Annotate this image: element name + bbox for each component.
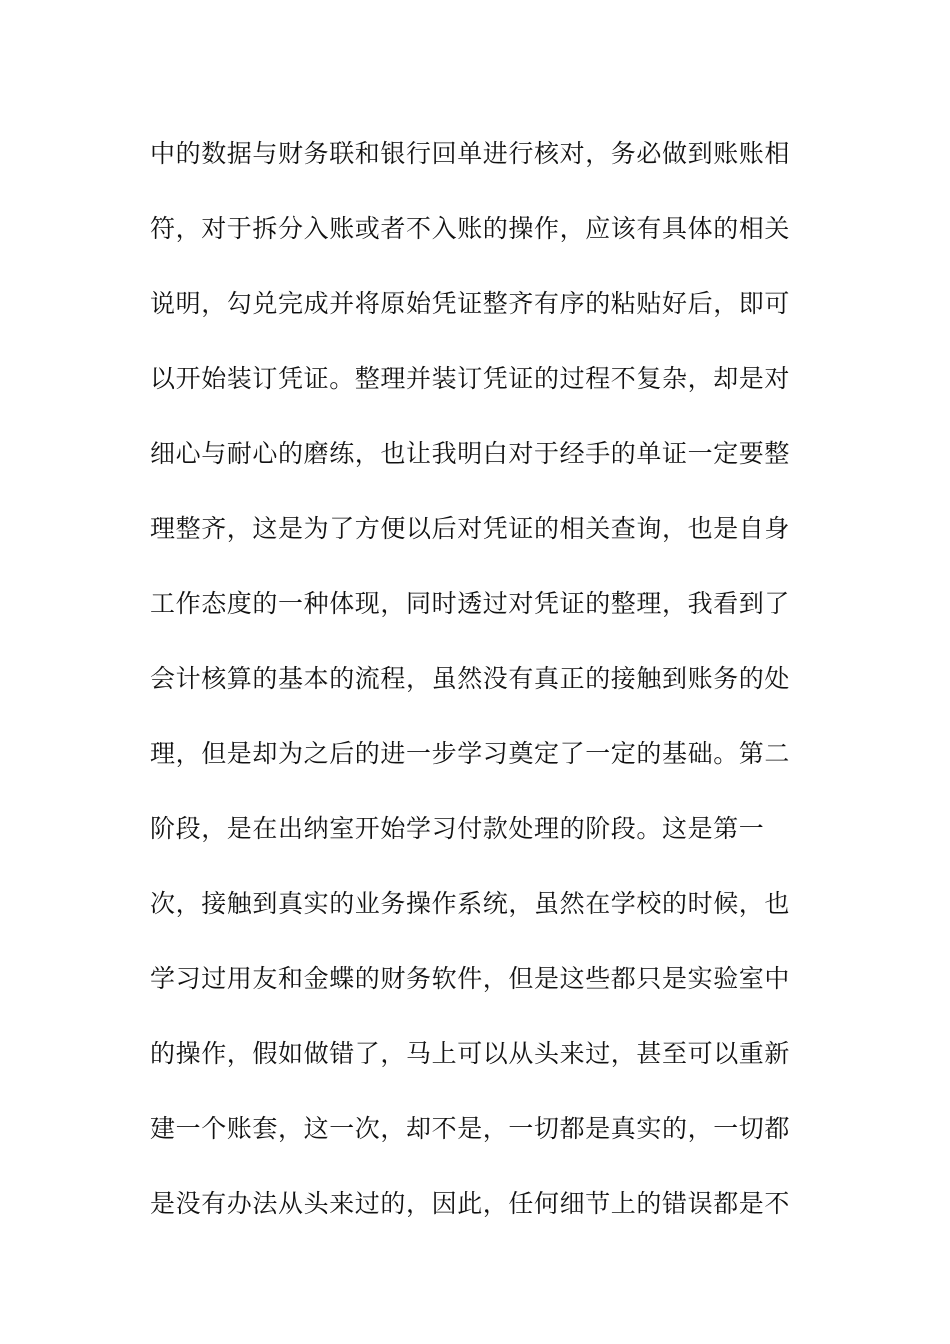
text-line: 符，对于拆分入账或者不入账的操作，应该有具体的相关	[150, 214, 791, 243]
text-line: 次，接触到真实的业务操作系统，虽然在学校的时候，也	[150, 889, 791, 918]
text-line: 是没有办法从头来过的，因此，任何细节上的错误都是不	[150, 1189, 791, 1218]
text-line: 以开始装订凭证。整理并装订凭证的过程不复杂，却是对	[150, 364, 791, 393]
text-line: 阶段，是在出纳室开始学习付款处理的阶段。这是第一	[150, 814, 765, 843]
text-line: 中的数据与财务联和银行回单进行核对，务必做到账账相	[150, 139, 791, 168]
text-line: 说明，勾兑完成并将原始凭证整齐有序的粘贴好后，即可	[150, 289, 791, 318]
text-line: 工作态度的一种体现，同时透过对凭证的整理，我看到了	[150, 589, 791, 618]
text-line: 建一个账套，这一次，却不是，一切都是真实的，一切都	[150, 1114, 791, 1143]
text-line: 学习过用友和金蝶的财务软件，但是这些都只是实验室中	[150, 964, 791, 993]
text-line: 理，但是却为之后的进一步学习奠定了一定的基础。第二	[150, 739, 791, 768]
text-line: 的操作，假如做错了，马上可以从头来过，甚至可以重新	[150, 1039, 791, 1068]
text-line: 细心与耐心的磨练，也让我明白对于经手的单证一定要整	[150, 439, 791, 468]
text-line: 理整齐，这是为了方便以后对凭证的相关查询，也是自身	[150, 514, 791, 543]
text-line: 会计核算的基本的流程，虽然没有真正的接触到账务的处	[150, 664, 791, 693]
